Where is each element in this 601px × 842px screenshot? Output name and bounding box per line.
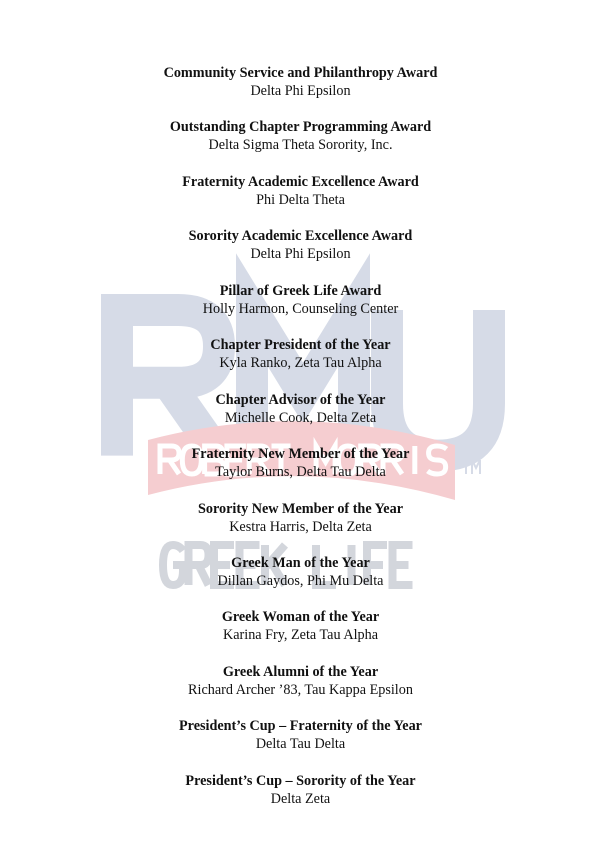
- award-title: Sorority New Member of the Year: [198, 500, 403, 517]
- award-winner: Michelle Cook, Delta Zeta: [224, 409, 377, 426]
- award-entry: [0, 554, 601, 608]
- award-winner: Delta Sigma Theta Sorority, Inc.: [208, 137, 393, 154]
- award-winner: Phi Delta Theta: [256, 191, 345, 208]
- award-title: Fraternity Academic Excellence Award: [182, 173, 419, 190]
- award-entry: [0, 227, 601, 281]
- award-entry: [0, 173, 601, 227]
- award-winner: Richard Archer ’83, Tau Kappa Epsilon: [188, 681, 413, 698]
- award-title: President’s Cup – Fraternity of the Year: [179, 718, 422, 735]
- award-title: Pillar of Greek Life Award: [219, 282, 382, 299]
- award-entry: [0, 118, 601, 172]
- award-winner: Delta Phi Epsilon: [250, 83, 351, 99]
- award-entry: [0, 336, 601, 390]
- award-title: Fraternity New Member of the Year: [191, 446, 410, 463]
- award-winner: Kestra Harris, Delta Zeta: [229, 518, 372, 535]
- award-winner: Dillan Gaydos, Phi Mu Delta: [217, 572, 384, 589]
- award-entry: [0, 663, 601, 717]
- award-entry: [0, 391, 601, 445]
- award-entry: [0, 282, 601, 336]
- award-entry: [0, 608, 601, 662]
- award-entry: [0, 500, 601, 554]
- award-entry: [0, 717, 601, 771]
- award-winner: Holly Harmon, Counseling Center: [202, 300, 399, 317]
- award-winner: Kyla Ranko, Zeta Tau Alpha: [219, 355, 382, 372]
- award-winner: Taylor Burns, Delta Tau Delta: [215, 464, 386, 481]
- award-entry: [0, 64, 601, 118]
- award-title: President’s Cup – Sorority of the Year: [185, 772, 416, 789]
- awards-list: [0, 64, 601, 826]
- award-title: Chapter President of the Year: [210, 337, 391, 354]
- award-title: Greek Woman of the Year: [221, 609, 380, 626]
- award-winner: Delta Tau Delta: [255, 736, 346, 753]
- award-title: Community Service and Philanthropy Award: [163, 65, 438, 81]
- award-entry: [0, 772, 601, 826]
- award-winner: Delta Zeta: [270, 790, 331, 807]
- award-title: Sorority Academic Excellence Award: [188, 228, 413, 245]
- award-title: Outstanding Chapter Programming Award: [169, 119, 432, 136]
- award-winner: Delta Phi Epsilon: [250, 246, 351, 263]
- award-winner: Karina Fry, Zeta Tau Alpha: [222, 627, 379, 644]
- award-title: Greek Man of the Year: [231, 554, 370, 571]
- award-title: Chapter Advisor of the Year: [215, 391, 386, 408]
- award-title: Greek Alumni of the Year: [222, 663, 379, 680]
- award-entry: [0, 445, 601, 499]
